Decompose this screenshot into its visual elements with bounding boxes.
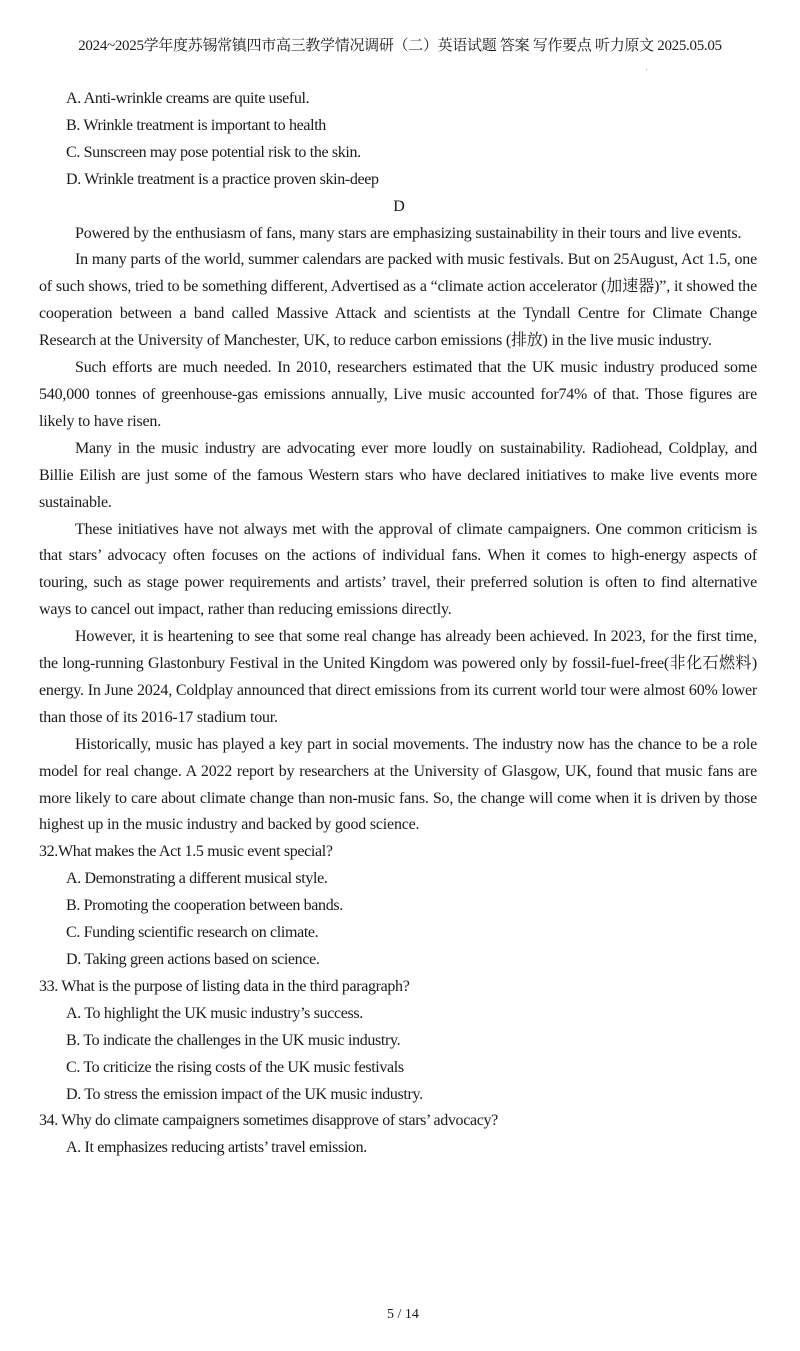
question-34 [39, 1108, 757, 1162]
question-32 [39, 839, 757, 974]
question-stem: 33. What is the purpose of listing data in the third paragraph? [39, 977, 410, 995]
page-number: 5 / 14 [387, 1307, 419, 1322]
passage-paragraph: These initiatives have not always met with the approval of climate campaigners. One common criticism is that stars’ advocacy often focuses on the actions of individual fans. When it comes to high-energy aspects of touring, such as stage power requirements and artists’ travel, their preferred solution is often to find alternative ways to cancel out impact, rather than reducing emissions directly. [39, 520, 757, 619]
option-d: D. To stress the emission impact of the UK music industry. [66, 1085, 423, 1103]
passage-paragraph: However, it is heartening to see that some real change has already been achieved. In 2023, for the first time, the long-running Glastonbury Festival in the United Kingdom was powered only by fossil-fuel-free(非化石燃料) energy. In June 2024, Coldplay announced that direct emissions from its current world tour were almost 60% lower than those of its 2016-17 stadium tour. [39, 628, 757, 726]
passage-paragraph: In many parts of the world, summer calendars are packed with music festivals. But on 25August, Act 1.5, one of such shows, tried to be something different, Advertised as a “climate action accelerator (加速器)”, it showed the cooperation between a band called Massive Attack and scientists at the Tyndall Centre for Climate Change Research at the University of Manchester, UK, to reduce carbon emissions (排放) in the live music industry. [39, 251, 757, 350]
option-c: C. To criticize the rising costs of the UK music festivals [66, 1058, 404, 1076]
option-a: A. To highlight the UK music industry’s success. [66, 1004, 363, 1022]
option-d: D. Wrinkle treatment is a practice proven skin-deep [66, 170, 379, 188]
scan-artifact-dot [646, 69, 647, 70]
reading-passage [39, 221, 757, 840]
option-c: C. Funding scientific research on climate. [66, 924, 319, 942]
passage-paragraph: Powered by the enthusiasm of fans, many stars are emphasizing sustainability in their tours and live events. [75, 224, 742, 242]
passage-paragraph: Historically, music has played a key part in social movements. The industry now has the chance to be a role model for real change. A 2022 report by researchers at the University of Glasgow, UK, found that music fans are more likely to care about climate change than non-music fans. So, the change will come when it is driven by those highest up in the music industry and backed by good science. [39, 735, 757, 834]
option-a: A. Anti-wrinkle creams are quite useful. [66, 90, 310, 107]
option-a: A. Demonstrating a different musical style. [66, 870, 328, 888]
previous-question-options [39, 86, 757, 194]
option-d: D. Taking green actions based on science. [66, 951, 320, 968]
option-b: B. Promoting the cooperation between bands. [66, 897, 343, 915]
page-content [39, 86, 757, 1162]
option-a: A. It emphasizes reducing artists’ travel emission. [66, 1139, 367, 1157]
question-stem: 34. Why do climate campaigners sometimes disapprove of stars’ advocacy? [39, 1112, 498, 1130]
question-stem: 32.What makes the Act 1.5 music event special? [39, 843, 333, 861]
passage-paragraph: Many in the music industry are advocating ever more loudly on sustainability. Radiohead, Coldplay, and Billie Eilish are just some of the famous Western stars who have declared initiatives to make live events more sustainable. [39, 439, 757, 511]
section-heading: D [393, 197, 405, 215]
page-header: 2024~2025学年度苏锡常镇四市高三教学情况调研（二）英语试题 答案 写作要点 听力原文 2025.05.05 [78, 38, 722, 54]
passage-paragraph: Such efforts are much needed. In 2010, researchers estimated that the UK music industry produced some 540,000 tonnes of greenhouse-gas emissions annually, Live music accounted for74% of that. Those figures are likely to have risen. [39, 359, 757, 430]
option-b: B. To indicate the challenges in the UK music industry. [66, 1031, 401, 1049]
option-b: B. Wrinkle treatment is important to health [66, 116, 326, 134]
question-33 [39, 974, 757, 1109]
option-c: C. Sunscreen may pose potential risk to the skin. [66, 143, 361, 161]
